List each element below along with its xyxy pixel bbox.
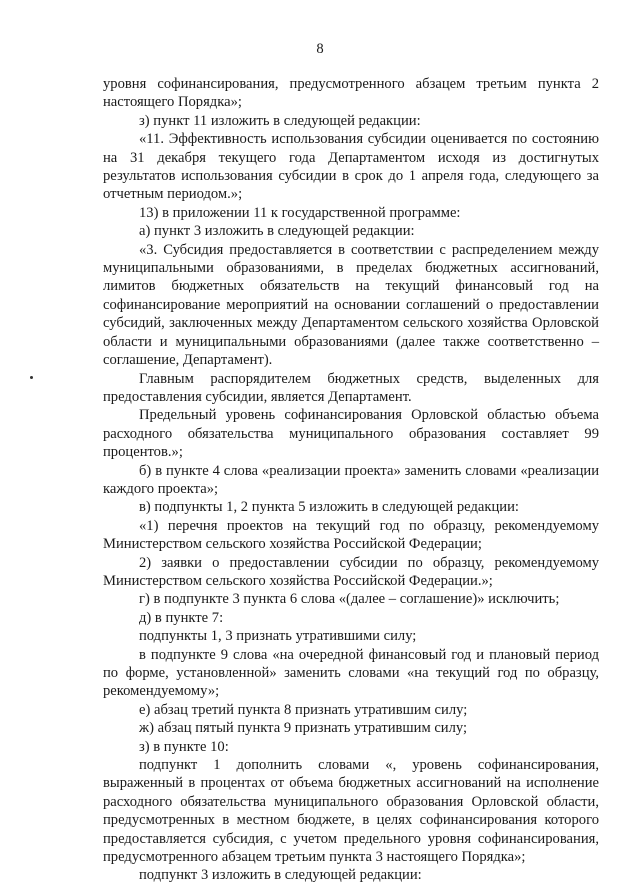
paragraph: Главным распорядителем бюджетных средств, выделенных для предоставления субсидии, является Департамент. — [103, 370, 599, 405]
paragraph: а) пункт 3 изложить в следующей редакции: — [139, 223, 415, 240]
paragraph: ж) абзац пятый пункта 9 признать утратившим силу; — [139, 720, 468, 737]
paragraph: 13) в приложении 11 к государственной программе: — [139, 204, 461, 221]
paragraph: уровня софинансирования, предусмотренного абзацем третьим пункта 2 настоящего Порядка»; — [103, 76, 599, 111]
paragraph: в подпункте 9 слова «на очередной финансовый год и плановый период по форме, установленной» заменить словами «на текущий год по образцу, рекомендуемому»; — [103, 646, 599, 700]
page-number: 8 — [316, 41, 324, 57]
paragraph: д) в пункте 7: — [139, 609, 224, 626]
margin-dot — [30, 376, 33, 379]
paragraph: 2) заявки о предоставлении субсидии по образцу, рекомендуемому Министерством сельского хозяйства Российской Федерации.»; — [103, 554, 599, 589]
document-body — [103, 75, 599, 885]
paragraph: подпункты 1, 3 признать утратившими силу; — [139, 628, 417, 645]
paragraph: е) абзац третий пункта 8 признать утратившим силу; — [139, 701, 468, 718]
paragraph: «11. Эффективность использования субсидии оценивается по состоянию на 31 декабря текущего года Департаментом исходя из достигнутых результатов использования субсидии в срок до 1 апреля года, следующего за отчетным периодом.»; — [103, 131, 599, 203]
paragraph: б) в пункте 4 слова «реализации проекта» заменить словами «реализации каждого проекта»; — [103, 462, 599, 497]
paragraph: з) в пункте 10: — [139, 738, 229, 755]
paragraph: з) пункт 11 изложить в следующей редакции: — [139, 112, 421, 129]
paragraph: подпункт 1 дополнить словами «, уровень софинансирования, выраженный в процентах от объема бюджетных ассигнований на исполнение расходного обязательства муниципального образования Орловской области, предусмотренных в местном бюджете, в целях софинансирования которого предоставляется субсидия, с учетом предельного уровня софинансирования, предусмотренного абзацем третьим пункта 3 настоящего Порядка»; — [103, 757, 599, 866]
paragraph: Предельный уровень софинансирования Орловской областью объема расходного обязательства муниципального образования составляет 99 процентов.»; — [103, 407, 599, 461]
paragraph: «3. Субсидия предоставляется в соответствии с распределением между муниципальными образованиями, в пределах бюджетных ассигнований, лимитов бюджетных обязательств на текущий финансовый год на софинансирование мероприятий на основании соглашений о предоставлении субсидий, заключенных между Департаментом сельского хозяйства Орловской области и муниципальными образованиями (далее также соответственно – соглашение, Департамент). — [103, 241, 599, 369]
paragraph: «1) перечня проектов на текущий год по образцу, рекомендуемому Министерством сельского хозяйства Российской Федерации; — [103, 517, 599, 553]
paragraph: в) подпункты 1, 2 пункта 5 изложить в следующей редакции: — [139, 499, 519, 516]
paragraph: подпункт 3 изложить в следующей редакции: — [139, 867, 422, 884]
paragraph: г) в подпункте 3 пункта 6 слова «(далее – соглашение)» исключить; — [139, 591, 560, 608]
